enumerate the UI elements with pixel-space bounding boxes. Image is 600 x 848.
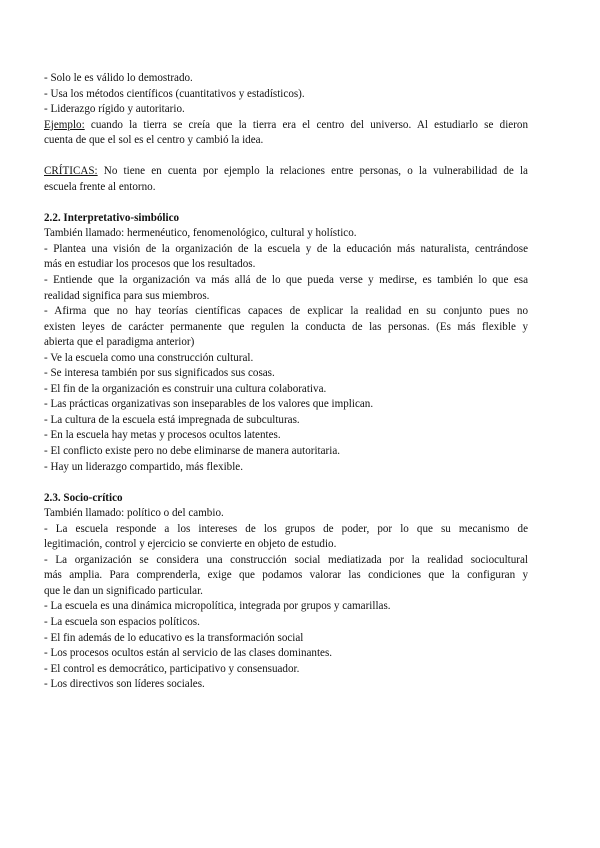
section-aka: También llamado: político o del cambio.: [44, 507, 224, 520]
list-item: - Hay un liderazgo compartido, más flexible.: [44, 460, 244, 473]
paragraph-line: que le dan un significado particular.: [44, 584, 203, 597]
list-item: - La cultura de la escuela está impregnada de subculturas.: [44, 413, 300, 426]
criticas-line: [44, 164, 528, 180]
paragraph-line: realidad significa para sus miembros.: [44, 289, 210, 302]
criticas-label: CRÍTICAS:: [44, 165, 98, 178]
example-line: cuenta de que el sol es el centro y cambió la idea.: [44, 134, 264, 147]
example-label: Ejemplo:: [44, 118, 85, 131]
section-heading: 2.3. Socio-crítico: [44, 491, 123, 504]
section-heading: 2.2. Interpretativo-simbólico: [44, 211, 180, 224]
section-aka: También llamado: hermenéutico, fenomenológico, cultural y holístico.: [44, 227, 357, 240]
list-item: - Los directivos son líderes sociales.: [44, 678, 205, 691]
list-item: - La escuela es una dinámica micropolítica, integrada por grupos y camarillas.: [44, 600, 391, 613]
paragraph-line: más en estudiar los procesos que los resultados.: [44, 258, 256, 271]
paragraph-line: - Entiende que la organización va más allá de lo que pueda verse y medirse, es también lo que esa: [44, 274, 528, 287]
paragraph-line: - Afirma que no hay teorías científicas capaces de explicar la realidad en su conjunto pues no: [44, 305, 528, 318]
list-item: - El fin de la organización es construir una cultura colaborativa.: [44, 382, 327, 395]
list-item: - Los procesos ocultos están al servicio de las clases dominantes.: [44, 647, 333, 660]
list-item: - Ve la escuela como una construcción cultural.: [44, 351, 254, 364]
intro-bullet: - Usa los métodos científicos (cuantitativos y estadísticos).: [44, 87, 305, 100]
paragraph-line: - La organización se considera una construcción social mediatizada por la realidad sociocultural: [44, 553, 528, 566]
paragraph-line: abierta que el paradigma anterior): [44, 336, 195, 349]
paragraph-line: legitimación, control y ejercicio se convierte en objeto de estudio.: [44, 538, 337, 551]
list-item: - El control es democrático, participativo y consensuador.: [44, 662, 300, 675]
example-line: [44, 118, 528, 134]
list-item: - La escuela son espacios políticos.: [44, 616, 200, 628]
intro-bullet: - Solo le es válido lo demostrado.: [44, 72, 193, 84]
criticas-line: escuela frente al entorno.: [44, 180, 156, 193]
intro-bullet: - Liderazgo rígido y autoritario.: [44, 103, 185, 116]
criticas-text: No tiene en cuenta por ejemplo la relaciones entre personas, o la vulnerabilidad de la: [97, 165, 528, 178]
list-item: - Las prácticas organizativas son inseparables de los valores que implican.: [44, 398, 374, 411]
paragraph-line: existen leyes de carácter permanente que regulen la conducta de las personas. (Es más flexible y: [44, 320, 528, 333]
list-item: - En la escuela hay metas y procesos ocultos latentes.: [44, 429, 281, 442]
example-text: cuando la tierra se creía que la tierra era el centro del universo. Al estudiarlo se dieron: [84, 118, 528, 131]
paragraph-line: - Plantea una visión de la organización de la escuela y de la educación más naturalista, centrándose: [44, 242, 528, 255]
paragraph-line: más amplia. Para comprenderla, exige que podamos valorar las condiciones que la configuran y: [44, 569, 528, 582]
paragraph-line: - La escuela responde a los intereses de los grupos de poder, por lo que su mecanismo de: [44, 522, 528, 535]
list-item: - El fin además de lo educativo es la transformación social: [44, 631, 304, 644]
list-item: - El conflicto existe pero no debe eliminarse de manera autoritaria.: [44, 445, 341, 458]
list-item: - Se interesa también por sus significados sus cosas.: [44, 367, 275, 380]
document-page: [44, 71, 528, 693]
